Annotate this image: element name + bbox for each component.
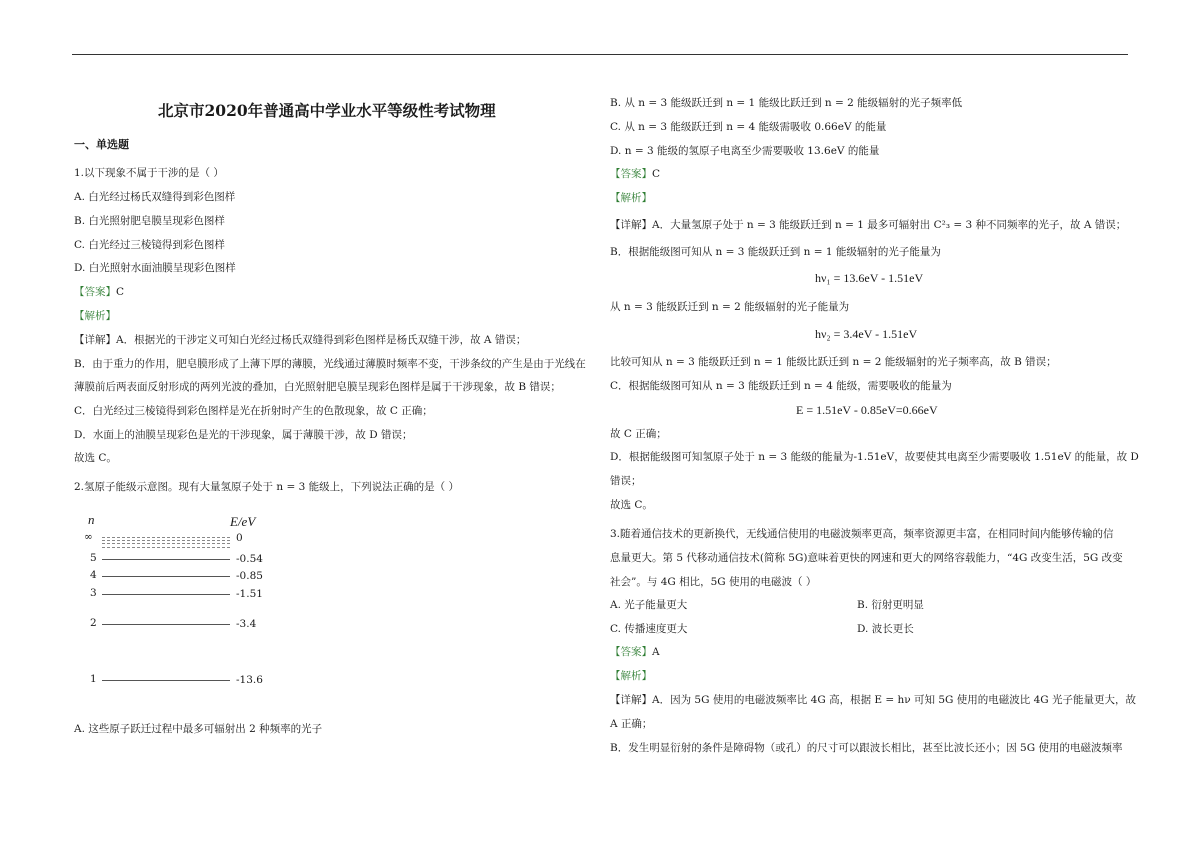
q1-answer: [74, 285, 124, 299]
q1-detail-5: D．水面上的油膜呈现彩色是光的干涉现象，属于薄膜干涉，故 D 错误；: [74, 429, 413, 441]
level-line-inf-c: [102, 543, 230, 544]
q2-analysis-tag: 【解析】: [610, 192, 652, 204]
q1-detail-4: C．白光经过三棱镜得到彩色图样是光在折射时产生的色散现象，故 C 正确；: [74, 405, 433, 417]
section-heading: 一、单选题: [74, 138, 129, 151]
diagram-e-header: E/eV: [230, 514, 256, 529]
level-n-5: 5: [90, 552, 97, 564]
q2-detail-1: 【详解】A．大量氢原子处于 n = 3 能级跃迁到 n = 1 最多可辐射出 C²₃ = 3 种不同频率的光子，故 A 错误；: [610, 219, 1127, 231]
q1-option-c: C. 白光经过三棱镜得到彩色图样: [74, 239, 225, 251]
q1-detail-3: 薄膜前后两表面反射形成的两列光波的叠加，白光照射肥皂膜呈现彩色图样是属于干涉现象，故 B 错误；: [74, 381, 561, 393]
q2-detail-5: C．根据能级图可知从 n = 3 能级跃迁到 n = 4 能级，需要吸收的能量为: [610, 380, 952, 392]
page-title: 北京市2020年普通高中学业水平等级性考试物理: [158, 101, 496, 120]
answer-tag: 【答案】: [74, 286, 116, 298]
q2-stem: 2.氢原子能级示意图。现有大量氢原子处于 n = 3 能级上，下列说法正确的是（ ）: [74, 481, 459, 493]
q1-option-b: B. 白光照射肥皂膜呈现彩色图样: [74, 215, 225, 227]
q3-detail-2: A 正确；: [610, 718, 653, 730]
level-line-3: [102, 594, 230, 595]
level-e-1: -13.6: [236, 674, 263, 686]
q1-detail-1: 【详解】A．根据光的干涉定义可知白光经过杨氏双缝得到彩色图样是杨氏双缝干涉，故 A 错误；: [74, 334, 527, 346]
q2-detail-8: 错误；: [610, 475, 642, 487]
q2-option-d: D. n = 3 能级的氢原子电离至少需要吸收 13.6eV 的能量: [610, 145, 880, 157]
q2-detail-4: 比较可知从 n = 3 能级跃迁到 n = 1 能级比跃迁到 n = 2 能级辐射的光子频率高，故 B 错误；: [610, 356, 1057, 368]
q2-detail-9: 故选 C。: [610, 499, 653, 511]
level-e-2: -3.4: [236, 618, 257, 630]
q1-option-a: A. 白光经过杨氏双缝得到彩色图样: [74, 191, 236, 203]
q2-option-a: A. 这些原子跃迁过程中最多可辐射出 2 种频率的光子: [74, 723, 323, 735]
q3-option-a: A. 光子能量更大: [610, 599, 688, 611]
answer-value: C: [116, 286, 125, 298]
level-line-1: [102, 680, 230, 681]
answer-value: A: [652, 646, 660, 658]
level-e-3: -1.51: [236, 588, 263, 600]
q1-stem: 1.以下现象不属于干涉的是（ ）: [74, 167, 224, 179]
q2-equation-1: hν₁ = 13.6eV - 1.51eV: [815, 271, 924, 285]
energy-level-diagram: [80, 512, 300, 702]
level-e-5: -0.54: [236, 553, 263, 565]
header-rule: [72, 54, 1128, 55]
q3-option-b: B. 衍射更明显: [857, 599, 924, 611]
level-n-2: 2: [90, 617, 97, 629]
level-line-6: [102, 547, 230, 548]
q3-stem-3: 社会”。与 4G 相比，5G 使用的电磁波（ ）: [610, 576, 817, 588]
q3-stem-1: 3.随着通信技术的更新换代，无线通信使用的电磁波频率更高，频率资源更丰富，在相同时间内能够传输的信: [610, 528, 1114, 540]
level-n-4: 4: [90, 569, 97, 581]
level-n-1: 1: [90, 673, 97, 685]
level-n-inf: ∞: [84, 531, 93, 543]
q2-equation-3: E = 1.51eV - 0.85eV=0.66eV: [796, 403, 938, 417]
q1-detail-2: B．由于重力的作用，肥皂膜形成了上薄下厚的薄膜，光线通过薄膜时频率不变，干涉条纹的产生是由于光线在: [74, 358, 586, 370]
answer-value: C: [652, 168, 661, 180]
level-line-inf: [102, 537, 230, 538]
level-line-5: [102, 559, 230, 560]
q2-detail-7: D．根据能级图可知氢原子处于 n = 3 能级的能量为-1.51eV，故要使其电离至少需要吸收 1.51eV 的能量，故 D: [610, 451, 1139, 463]
q3-analysis-tag: 【解析】: [610, 670, 652, 682]
diagram-n-header: n: [88, 512, 95, 527]
q2-detail-3: 从 n = 3 能级跃迁到 n = 2 能级辐射的光子能量为: [610, 301, 850, 313]
q3-detail-3: B．发生明显衍射的条件是障碍物（或孔）的尺寸可以跟波长相比，甚至比波长还小；因 5G 使用的电磁波频率: [610, 742, 1123, 754]
answer-tag: 【答案】: [610, 646, 652, 658]
q3-answer: [610, 645, 660, 659]
q3-stem-2: 息量更大。第 5 代移动通信技术(简称 5G)意味着更快的网速和更大的网络容载能力，“4G 改变生活，5G 改变: [610, 552, 1123, 564]
q1-detail-6: 故选 C。: [74, 452, 117, 464]
q2-option-b: B. 从 n = 3 能级跃迁到 n = 1 能级比跃迁到 n = 2 能级辐射的光子频率低: [610, 97, 963, 109]
q2-detail-6: 故 C 正确；: [610, 428, 667, 440]
q1-analysis-tag: 【解析】: [74, 310, 116, 322]
q3-option-d: D. 波长更长: [857, 623, 914, 635]
q2-equation-2: hν₂ = 3.4eV - 1.51eV: [815, 327, 918, 341]
answer-tag: 【答案】: [610, 168, 652, 180]
level-line-4: [102, 576, 230, 577]
q2-detail-2: B．根据能级图可知从 n = 3 能级跃迁到 n = 1 能级辐射的光子能量为: [610, 246, 941, 258]
level-e-inf: 0: [236, 532, 243, 544]
q1-option-d: D. 白光照射水面油膜呈现彩色图样: [74, 262, 236, 274]
level-n-3: 3: [90, 587, 97, 599]
q3-option-c: C. 传播速度更大: [610, 623, 688, 635]
q2-option-c: C. 从 n = 3 能级跃迁到 n = 4 能级需吸收 0.66eV 的能量: [610, 121, 887, 133]
level-line-inf-b: [102, 540, 230, 541]
q3-detail-1: 【详解】A．因为 5G 使用的电磁波频率比 4G 高，根据 E = hν 可知 5G 使用的电磁波比 4G 光子能量更大，故: [610, 694, 1137, 706]
level-e-4: -0.85: [236, 570, 263, 582]
q2-answer: [610, 167, 660, 181]
level-line-2: [102, 624, 230, 625]
